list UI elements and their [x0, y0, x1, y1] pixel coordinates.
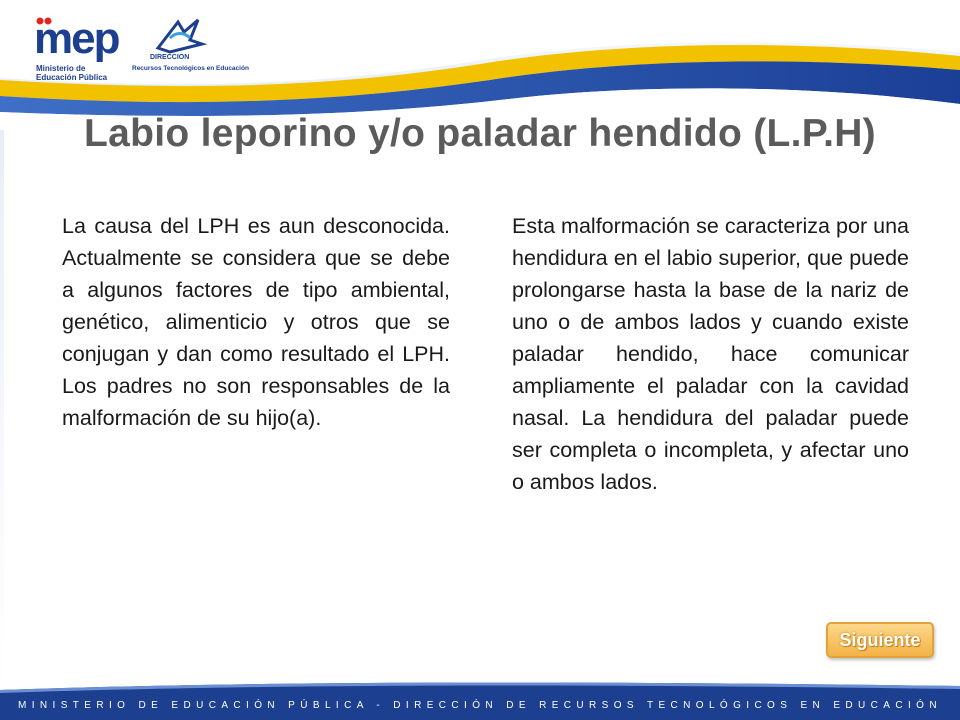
drte-logo-line2: Recursos Tecnológicos en Educación: [132, 65, 249, 72]
drte-emblem-icon: [150, 18, 210, 56]
drte-logo-line1: DIRECCION: [150, 54, 190, 61]
slide-title: Labio leporino y/o paladar hendido (L.P.H): [84, 112, 876, 155]
footer-text: MINISTERIO DE EDUCACIÓN PÚBLICA - DIRECCIÓN DE RECURSOS TECNOLÓGICOS EN EDUCACIÓN: [18, 700, 942, 711]
left-edge-decoration: [0, 130, 4, 690]
right-paragraph: Esta malformación se caracteriza por una hendidura en el labio superior, que puede prolongarse hasta la base de la nariz de uno o de ambos lados y cuando existe paladar hendido, hace comunicar ampliamente el paladar con la cavidad nasal. La hendidura del paladar puede ser completa o incompleta, y afectar uno o ambos lados.: [512, 214, 909, 494]
mep-logo: [34, 16, 124, 82]
drte-logo: [132, 18, 249, 80]
mep-logo-word: mep: [34, 14, 119, 63]
mep-logo-line2: Educación Pública: [36, 73, 108, 82]
mep-logo-line1: Ministerio de: [36, 64, 86, 73]
next-button-label: Siguiente: [839, 629, 921, 650]
left-paragraph: La causa del LPH es aun desconocida. Actualmente se considera que se debe a algunos factores de tipo ambiental, genético, alimenticio y otros que se conjugan y dan como resultado el LPH. Los padres no son responsables de la malformación de su hijo(a).: [62, 214, 450, 430]
next-button[interactable]: [826, 622, 934, 658]
